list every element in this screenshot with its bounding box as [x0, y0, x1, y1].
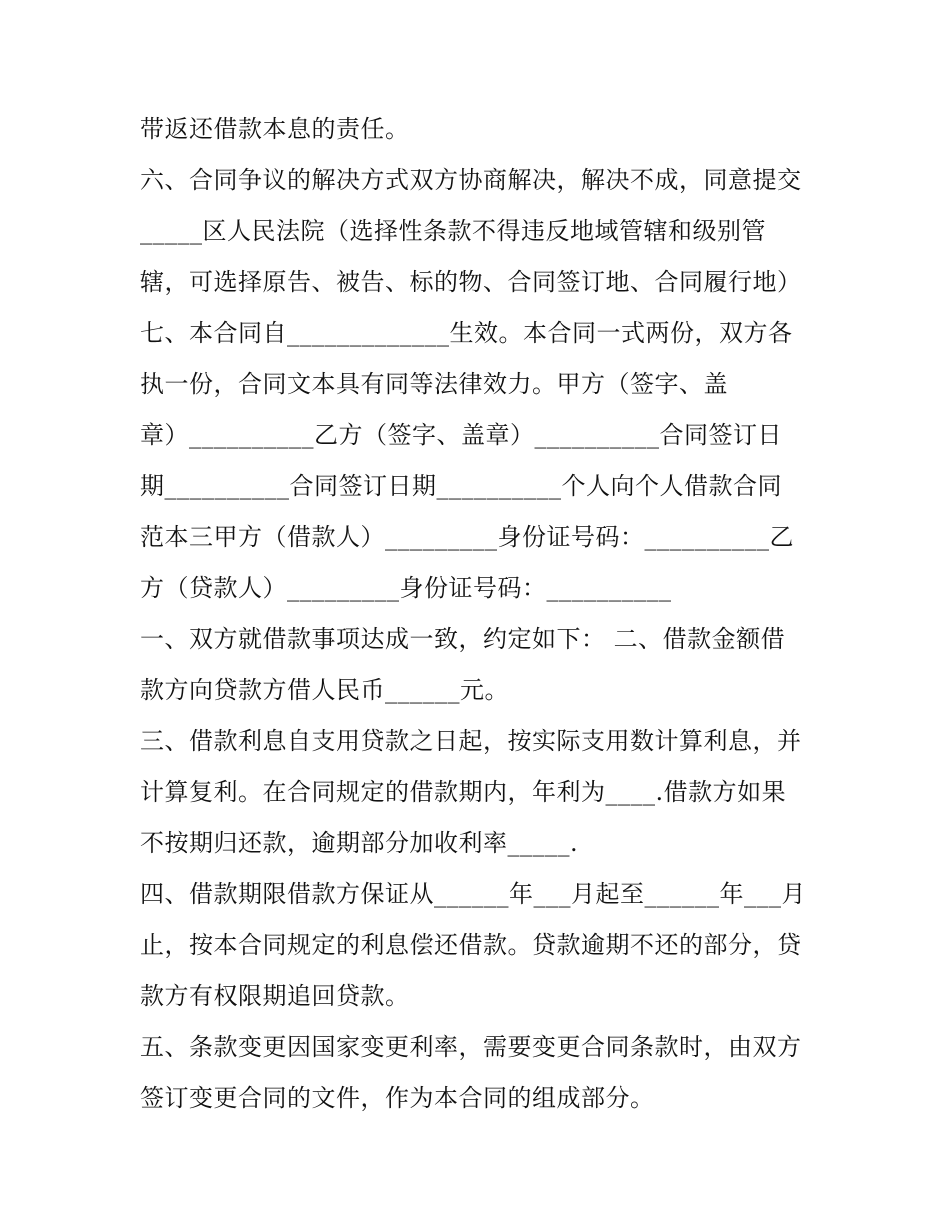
- text-line: 五、条款变更因国家变更利率，需要变更合同条款时，由双方: [140, 1033, 802, 1061]
- text-line: 四、借款期限借款方保证从______年___月起至______年___月: [140, 880, 806, 908]
- text-line: 止，按本合同规定的利息偿还借款。贷款逾期不还的部分，贷: [140, 931, 802, 959]
- text-line: 三、借款利息自支用贷款之日起，按实际支用数计算利息，并: [140, 727, 802, 755]
- text-line: 七、本合同自_____________生效。本合同一式两份，双方各: [140, 319, 793, 347]
- text-line: 方（贷款人）_________身份证号码：__________: [140, 574, 672, 602]
- text-line: 计算复利。在合同规定的借款期内，年利为____.借款方如果: [140, 778, 787, 806]
- text-line: _____区人民法院（选择性条款不得违反地域管辖和级别管: [140, 217, 766, 245]
- document-page: [140, 104, 820, 1124]
- text-line: 签订变更合同的文件，作为本合同的组成部分。: [140, 1084, 655, 1112]
- text-line: 范本三甲方（借款人）_________身份证号码：__________乙: [140, 523, 794, 551]
- text-line: 不按期归还款，逾期部分加收利率_____.: [140, 829, 579, 857]
- text-line: 款方有权限期追回贷款。: [140, 982, 410, 1010]
- text-line: 一、双方就借款事项达成一致，约定如下： 二、借款金额借: [140, 625, 786, 653]
- text-line: 辖，可选择原告、被告、标的物、合同签订地、合同履行地）: [140, 268, 802, 296]
- text-line: 执一份，合同文本具有同等法律效力。甲方（签字、盖: [140, 370, 728, 398]
- text-line: 款方向贷款方借人民币______元。: [140, 676, 509, 704]
- text-line: 带返还借款本息的责任。: [140, 115, 410, 143]
- text-line: 六、合同争议的解决方式双方协商解决，解决不成，同意提交: [140, 166, 802, 194]
- text-line: 期__________合同签订日期__________个人向个人借款合同: [140, 472, 782, 500]
- text-line: 章）__________乙方（签字、盖章）__________合同签订日: [140, 421, 782, 449]
